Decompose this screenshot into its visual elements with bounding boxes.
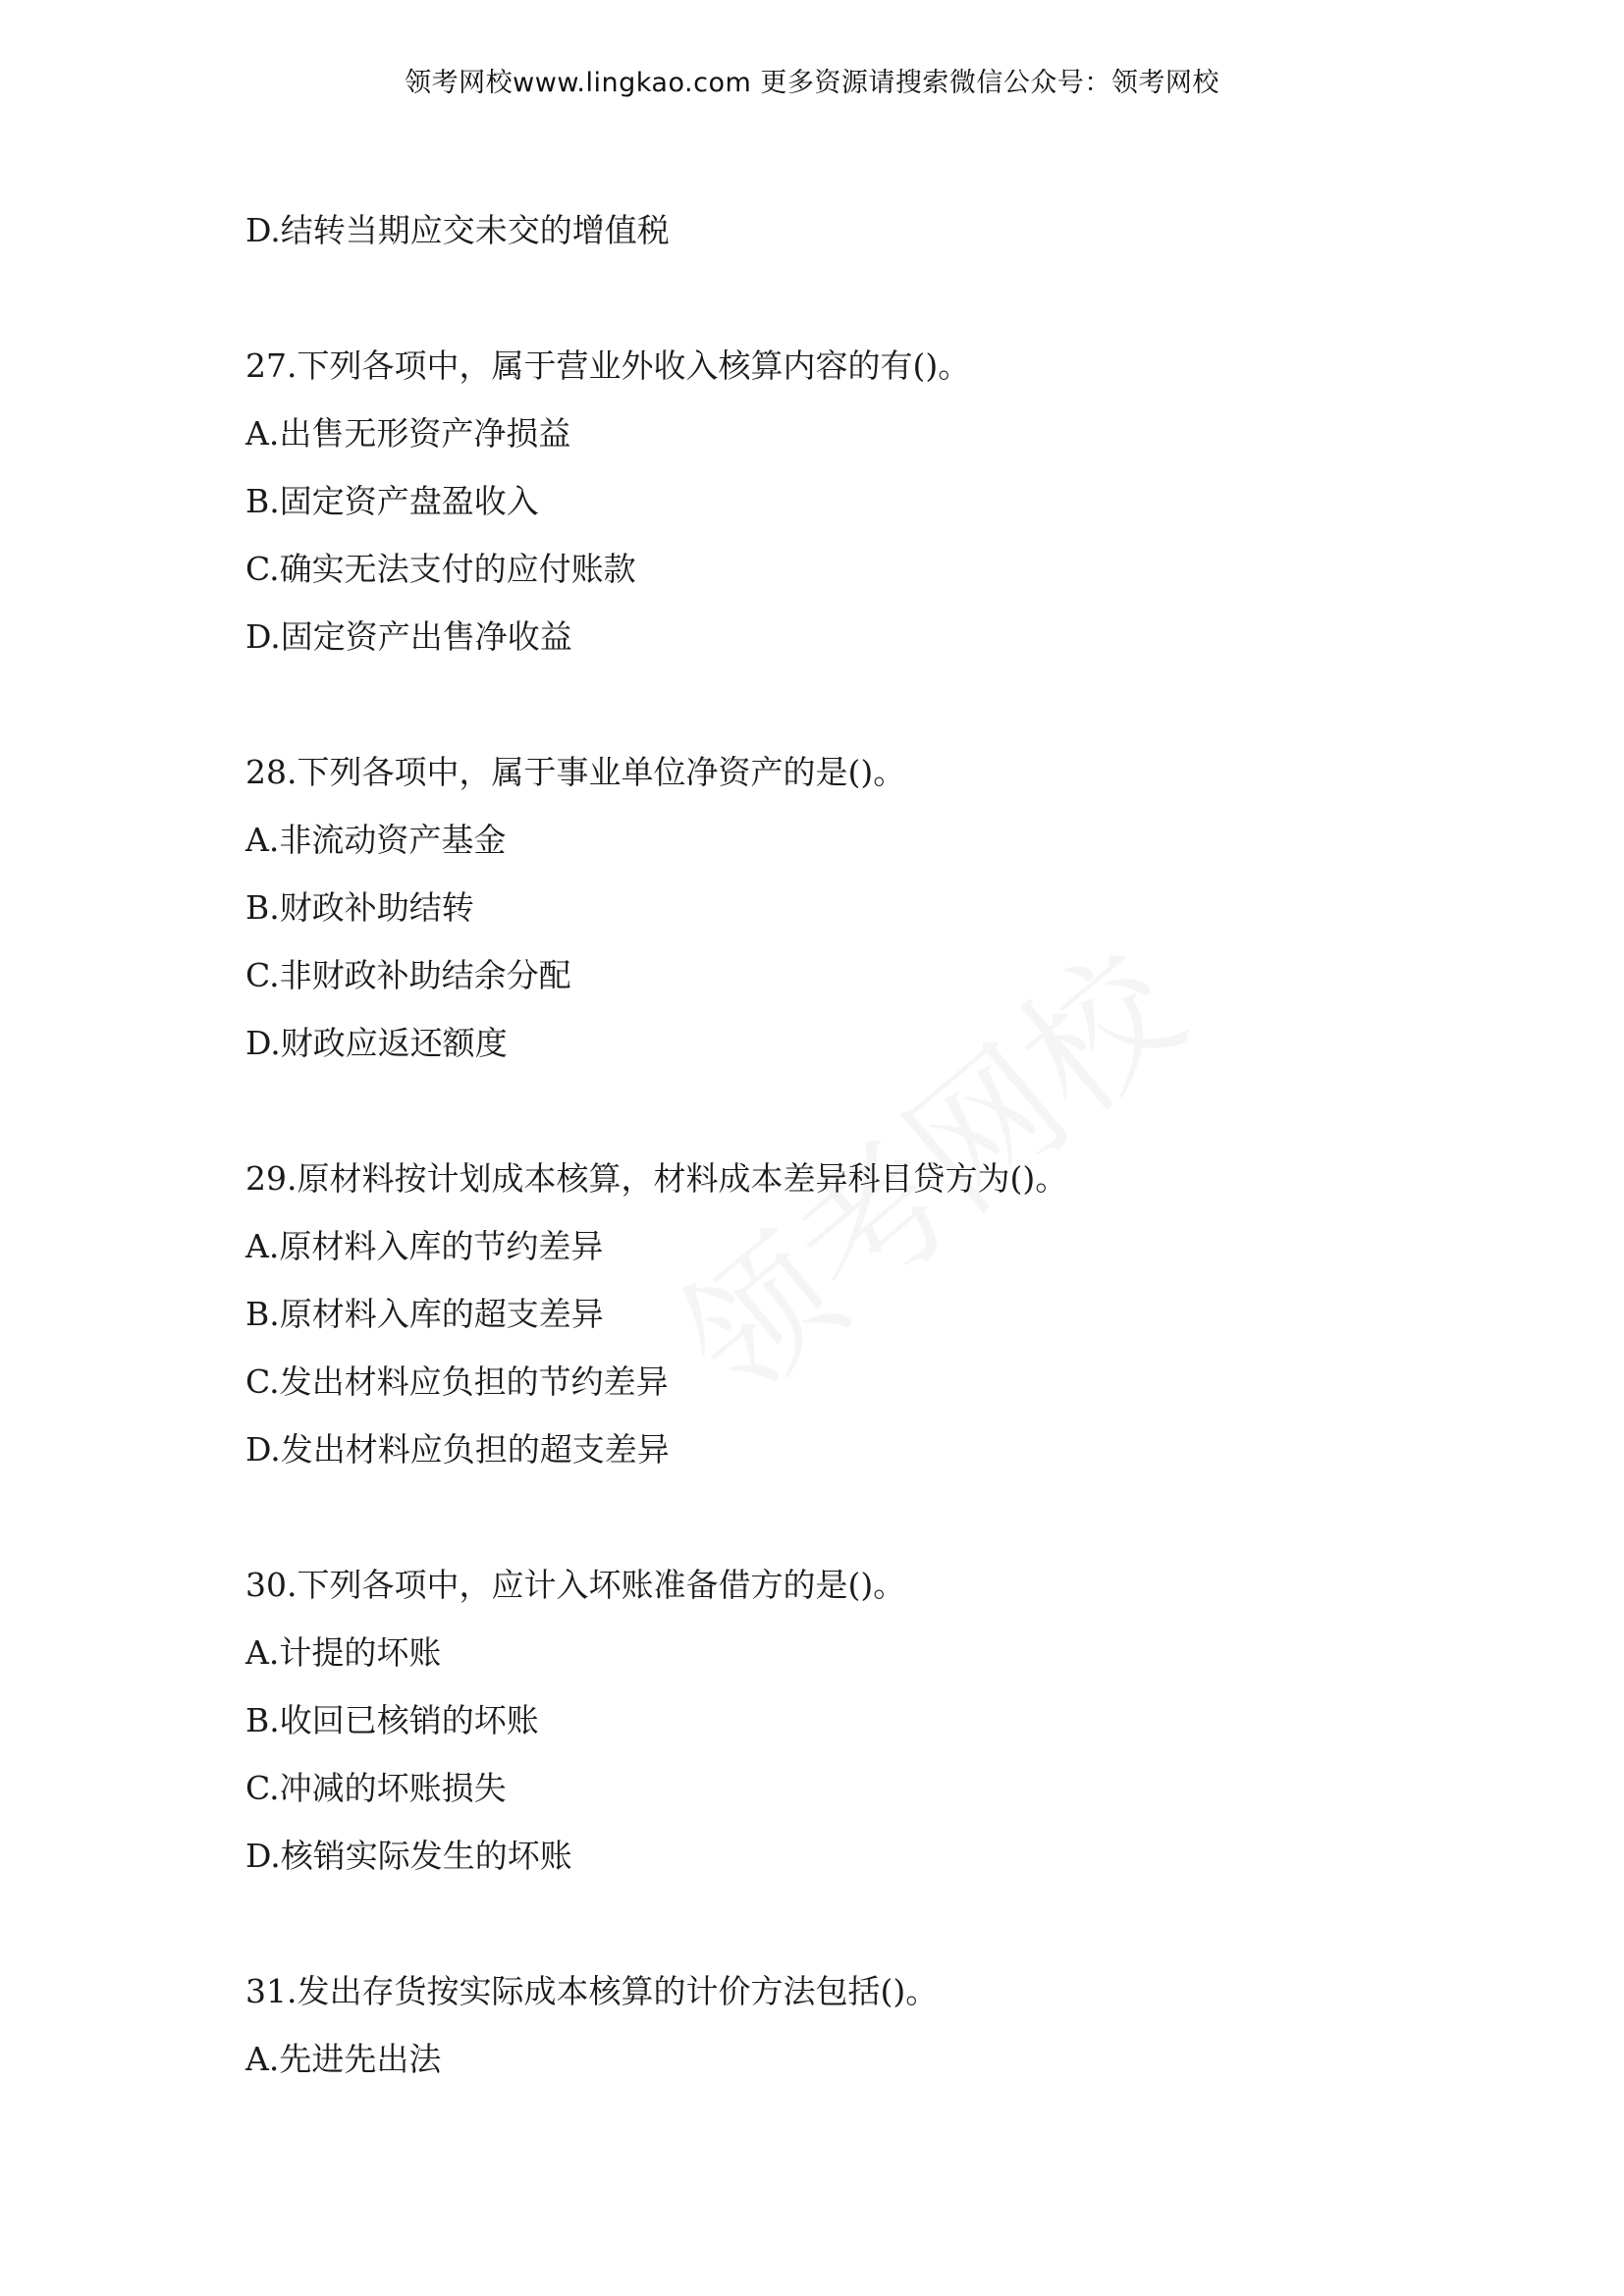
question-30 xyxy=(245,1551,1424,1890)
question-stem: 30.下列各项中，应计入坏账准备借方的是()。 xyxy=(245,1566,906,1604)
question-option: D.核销实际发生的坏账 xyxy=(245,1837,572,1875)
question-option: A.先进先出法 xyxy=(245,2040,442,2078)
question-stem: 29.原材料按计划成本核算，材料成本差异科目贷方为()。 xyxy=(245,1159,1068,1198)
question-option: C.确实无法支付的应付账款 xyxy=(245,550,636,588)
page-header: 领考网校www.lingkao.com 更多资源请搜索微信公众号：领考网校 xyxy=(405,68,1219,98)
question-stem: 31.发出存货按实际成本核算的计价方法包括()。 xyxy=(245,1972,939,2010)
question-29 xyxy=(245,1145,1424,1483)
question-27 xyxy=(245,332,1424,670)
question-option: C.非财政补助结余分配 xyxy=(245,956,571,994)
question-stem: 28.下列各项中，属于事业单位净资产的是()。 xyxy=(245,753,906,791)
question-option: B.财政补助结转 xyxy=(245,888,474,927)
question-stem: 27.下列各项中，属于营业外收入核算内容的有()。 xyxy=(245,347,971,385)
document-body xyxy=(245,196,1424,2093)
leading-option: D.结转当期应交未交的增值税 xyxy=(245,211,670,249)
question-option: B.原材料入库的超支差异 xyxy=(245,1295,604,1333)
question-option: A.非流动资产基金 xyxy=(245,821,507,859)
question-option: A.计提的坏账 xyxy=(245,1633,442,1672)
question-option: D.财政应返还额度 xyxy=(245,1024,508,1062)
question-option: B.固定资产盘盈收入 xyxy=(245,482,539,520)
question-option: A.原材料入库的节约差异 xyxy=(245,1227,604,1265)
question-option: C.发出材料应负担的节约差异 xyxy=(245,1362,669,1401)
question-option: D.固定资产出售净收益 xyxy=(245,617,572,656)
question-31 xyxy=(245,1957,1424,2093)
question-option: D.发出材料应负担的超支差异 xyxy=(245,1430,670,1468)
question-option: B.收回已核销的坏账 xyxy=(245,1701,539,1739)
question-28 xyxy=(245,738,1424,1077)
question-option: A.出售无形资产净损益 xyxy=(245,414,571,453)
question-option: C.冲减的坏账损失 xyxy=(245,1769,507,1807)
